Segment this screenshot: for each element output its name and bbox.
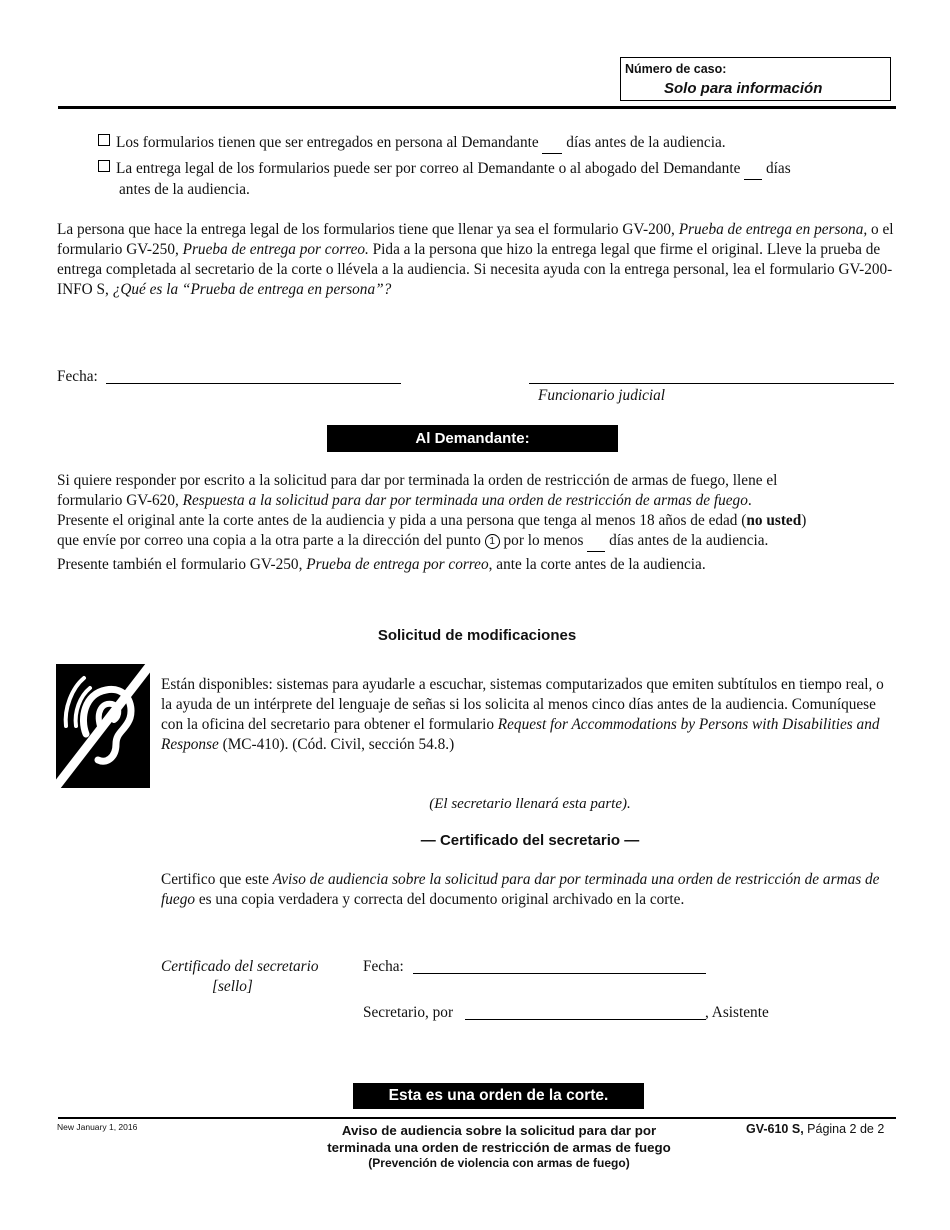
header-rule xyxy=(58,106,896,109)
clerk-seal-label: Certificado del secretario xyxy=(161,958,319,975)
checkbox-row-personal xyxy=(98,133,898,154)
days-blank-mail[interactable] xyxy=(744,159,762,180)
date-label: Fecha: xyxy=(57,368,98,385)
footer-form-page xyxy=(746,1122,884,1136)
judicial-officer-signature-line[interactable] xyxy=(529,383,894,384)
service-text-3: Pida a la persona que hizo la entrega legal que firme el original. Lleve la prueba de entrega completada al secretario de la corte o llévela a la audiencia. Si necesita ayuda con la entrega personal, lea el formulario GV-200-INFO S, xyxy=(57,241,893,298)
item-number-circle: 1 xyxy=(485,534,500,549)
clerk-cert-text-2: es una copia verdadera y correcta del documento original archivado en la corte. xyxy=(195,891,685,908)
petitioner-line-5 xyxy=(57,555,902,575)
petitioner-line-3 xyxy=(57,511,902,531)
assistant-label: , Asistente xyxy=(705,1004,769,1021)
not-you-emphasis: no usted xyxy=(746,512,802,529)
checkbox-mail-line2: antes de la audiencia. xyxy=(119,181,250,198)
petitioner-line-2 xyxy=(57,491,902,511)
petitioner-line-4-text: que envíe por correo una copia a la otra parte a la dirección del punto xyxy=(57,532,481,549)
accommodations-heading: Solicitud de modificaciones xyxy=(377,627,577,644)
date-line[interactable] xyxy=(106,383,401,384)
service-form-gv250-title: Prueba de entrega por correo. xyxy=(182,241,369,258)
judicial-officer-label: Funcionario judicial xyxy=(538,387,666,404)
response-form-title: Respuesta a la solicitud para dar por terminada una orden de restricción de armas de fuego xyxy=(182,492,748,509)
clerk-signature-line[interactable] xyxy=(465,1019,706,1020)
service-text-2: o el formulario GV-250, xyxy=(57,221,894,258)
clerk-cert-text-1: Certifico que este xyxy=(161,871,273,888)
clerk-certificate-paragraph xyxy=(161,870,896,910)
footer-form-id: GV-610 S, xyxy=(746,1122,804,1136)
gv250-title: Prueba de entrega por correo xyxy=(306,556,489,573)
petitioner-line-2-text: formulario GV-620, xyxy=(57,492,183,509)
case-number-label: Número de caso: xyxy=(625,62,727,76)
clerk-by-label: Secretario, por xyxy=(363,1004,454,1021)
petitioner-line-5-text: Presente también el formulario GV-250, xyxy=(57,556,307,573)
service-text-1: La persona que hace la entrega legal de los formularios tiene que llenar ya sea el formulario GV-200, xyxy=(57,221,679,238)
checkbox-mail-service[interactable] xyxy=(98,160,110,172)
accommodations-paragraph xyxy=(161,675,896,755)
petitioner-line-5-end: , ante la corte antes de la audiencia. xyxy=(488,556,706,573)
footer-date: New January 1, 2016 xyxy=(57,1122,138,1132)
checkbox-personal-after: días antes de la audiencia. xyxy=(566,134,726,151)
petitioner-line-2-end: . xyxy=(747,492,752,509)
checkbox-row-mail xyxy=(98,159,898,180)
petitioner-line-3-text: Presente el original ante la corte antes de la audiencia y pida a una persona que tenga al menos 18 años de edad ( xyxy=(57,512,747,529)
footer-title-line-2: terminada una orden de restricción de armas de fuego xyxy=(327,1140,671,1155)
to-petitioner-paragraph xyxy=(57,471,902,575)
footer-rule xyxy=(58,1117,896,1119)
service-info-title: ¿Qué es la “Prueba de entrega en persona”? xyxy=(112,281,392,298)
to-petitioner-heading: Al Demandante: xyxy=(327,425,618,452)
footer-title-line-1: Aviso de audiencia sobre la solicitud para dar por xyxy=(341,1123,657,1138)
footer-page-number: Página 2 de 2 xyxy=(803,1122,885,1136)
clerk-date-line[interactable] xyxy=(413,973,706,974)
petitioner-line-4-text2: por lo menos xyxy=(503,532,584,549)
footer-title xyxy=(284,1122,714,1171)
proof-of-service-paragraph xyxy=(57,220,897,300)
service-form-gv200-title: Prueba de entrega en persona, xyxy=(678,221,868,238)
footer-subtitle: (Prevención de violencia con armas de fuego) xyxy=(368,1156,630,1170)
days-blank-personal[interactable] xyxy=(542,133,562,154)
hearing-assistance-icon xyxy=(56,664,150,788)
petitioner-line-4 xyxy=(57,531,902,552)
checkbox-mail-text: La entrega legal de los formularios puede ser por correo al Demandante o al abogado del Demandante xyxy=(116,160,741,177)
clerk-certificate-heading: — Certificado del secretario — xyxy=(420,832,640,849)
checkbox-personal-text: Los formularios tienen que ser entregados en persona al Demandante xyxy=(116,134,539,151)
clerk-date-label: Fecha: xyxy=(363,958,404,975)
petitioner-line-3-end: ) xyxy=(801,512,807,529)
checkbox-mail-after: días xyxy=(766,160,791,177)
notice-title: Aviso de audiencia sobre la solicitud para dar por terminada una orden de restricción de armas de fuego xyxy=(161,871,880,908)
court-order-banner: Esta es una orden de la corte. xyxy=(353,1083,644,1109)
checkbox-personal-service[interactable] xyxy=(98,134,110,146)
seal-label: [sello] xyxy=(212,978,253,995)
case-number-box xyxy=(620,57,891,101)
petitioner-line-4-end: días antes de la audiencia. xyxy=(609,532,769,549)
days-blank-mail-copy[interactable] xyxy=(587,531,605,552)
mc410-title: Request for Accommodations by Persons with Disabilities and Response xyxy=(161,716,880,753)
accommodations-text-1: Están disponibles: sistemas para ayudarle a escuchar, sistemas computarizados que emiten subtítulos en tiempo real, o la ayuda de un intérprete del lenguaje de señas si los solicita al menos cinco días antes de la audiencia. Comuníquese con la oficina del secretario para obtener el formulario xyxy=(161,676,884,733)
accommodations-text-2: (MC-410). (Cód. Civil, sección 54.8.) xyxy=(218,736,455,753)
petitioner-line-1: Si quiere responder por escrito a la solicitud para dar por terminada la orden de restricción de armas de fuego, llene el xyxy=(57,472,778,489)
clerk-note: (El secretario llenará esta parte). xyxy=(429,796,631,812)
case-number-value: Solo para información xyxy=(664,80,823,97)
